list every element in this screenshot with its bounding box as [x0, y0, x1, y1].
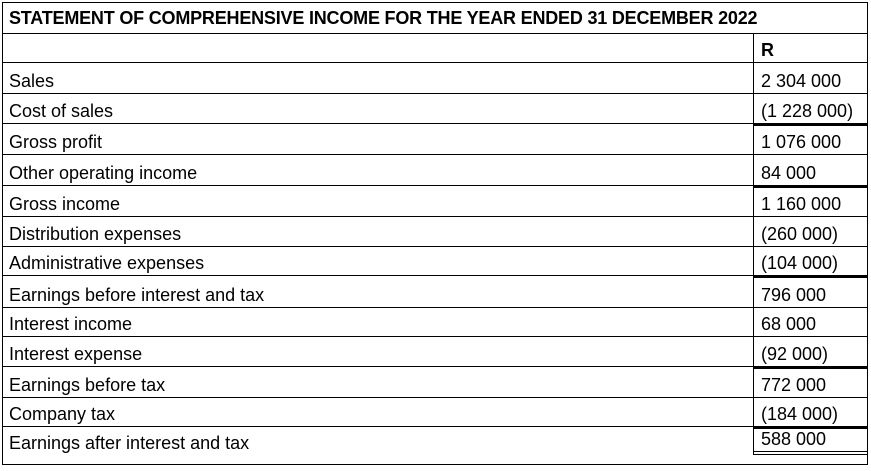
table-row	[3, 247, 867, 276]
table-row	[3, 124, 867, 155]
row-amount: 772 000	[754, 367, 867, 397]
table-row	[3, 276, 867, 308]
row-amount: (92 000)	[761, 344, 829, 364]
income-statement-table	[2, 2, 868, 465]
row-amount: (1 228 000)	[761, 101, 854, 121]
row-label: Earnings before tax	[3, 367, 754, 397]
row-label: Company tax	[3, 398, 754, 426]
row-label: Cost of sales	[3, 94, 754, 123]
row-label: Earnings before interest and tax	[3, 276, 754, 307]
row-amount: 1 160 000	[754, 186, 867, 216]
table-row	[3, 63, 867, 94]
row-amount: (260 000)	[761, 224, 839, 244]
row-label: Administrative expenses	[3, 247, 754, 275]
row-amount: (104 000)	[761, 253, 839, 273]
header-row	[3, 34, 867, 63]
row-label: Sales	[3, 63, 754, 93]
row-amount: (184 000)	[761, 404, 839, 424]
row-label: Other operating income	[3, 155, 754, 185]
row-label: Interest income	[3, 308, 754, 336]
table-row	[3, 398, 867, 427]
row-amount: 68 000	[761, 314, 817, 334]
statement-title: STATEMENT OF COMPREHENSIVE INCOME FOR THE YEAR ENDED 31 DECEMBER 2022	[3, 3, 867, 34]
row-label: Gross profit	[3, 124, 754, 154]
row-amount: 2 304 000	[761, 71, 842, 91]
table-row	[3, 308, 867, 337]
table-row	[3, 94, 867, 124]
table-row	[3, 367, 867, 398]
row-label: Interest expense	[3, 337, 754, 366]
table-row	[3, 217, 867, 247]
row-label: Gross income	[3, 186, 754, 216]
row-amount: 588 000	[754, 427, 867, 455]
row-label: Earnings after interest and tax	[3, 427, 754, 455]
header-label-cell	[3, 34, 754, 62]
currency-header: R	[761, 40, 774, 60]
table-row	[3, 155, 867, 186]
table-row	[3, 337, 867, 367]
row-label: Distribution expenses	[3, 217, 754, 246]
row-amount: 796 000	[754, 276, 867, 307]
row-amount: 1 076 000	[754, 124, 867, 154]
row-amount: 84 000	[761, 163, 817, 183]
table-row	[3, 186, 867, 217]
table-row	[3, 427, 867, 455]
